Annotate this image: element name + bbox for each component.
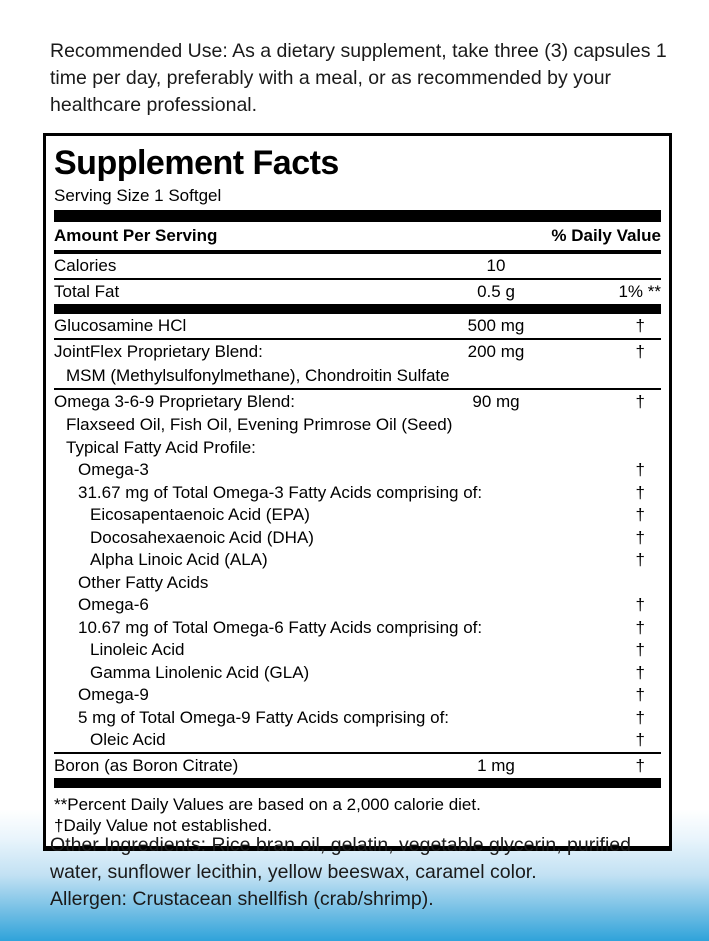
daily-value: † xyxy=(635,392,645,411)
nutrient-name: Alpha Linoic Acid (ALA) xyxy=(90,550,268,569)
footnote-line: †Daily Value not established. xyxy=(54,815,272,835)
allergen-text: Allergen: Crustacean shellfish (crab/shrimp). xyxy=(50,888,434,910)
table-row xyxy=(54,684,661,707)
other-ingredients-text: Other Ingredients: Rice bran oil, gelatin, vegetable glycerin, purified water, sunflower lecithin, yellow beeswax, caramel color. xyxy=(50,834,631,883)
daily-value: † xyxy=(635,527,645,547)
nutrient-amount: 10 xyxy=(486,256,506,275)
table-row xyxy=(54,314,661,338)
nutrient-amount: 200 mg xyxy=(467,342,525,361)
serving-size-text: Serving Size 1 Softgel xyxy=(54,186,222,205)
daily-value: † xyxy=(635,342,645,361)
nutrient-name: 10.67 mg of Total Omega-6 Fatty Acids comprising of: xyxy=(78,617,483,637)
table-row xyxy=(54,572,661,595)
table-row xyxy=(54,662,661,685)
daily-value: † xyxy=(635,550,645,569)
nutrient-name: Oleic Acid xyxy=(90,730,166,749)
nutrient-name: Omega-6 xyxy=(78,595,149,614)
nutrient-name: Omega-3 xyxy=(78,460,149,479)
nutrient-name: Other Fatty Acids xyxy=(78,572,209,592)
nutrient-name: Linoleic Acid xyxy=(90,640,185,659)
daily-value: † xyxy=(635,755,645,775)
table-row xyxy=(54,340,661,364)
daily-value: † xyxy=(635,640,645,659)
table-row xyxy=(54,364,661,388)
supplement-facts-title: Supplement Facts xyxy=(54,144,339,182)
nutrient-name: Omega 3-6-9 Proprietary Blend: xyxy=(54,392,295,411)
daily-value: † xyxy=(635,730,645,749)
nutrient-amount: 90 mg xyxy=(472,392,520,411)
nutrient-name: JointFlex Proprietary Blend: xyxy=(54,342,263,361)
nutrient-name: Glucosamine HCl xyxy=(54,316,187,335)
table-row xyxy=(54,729,661,752)
daily-value: † xyxy=(635,662,645,682)
table-row xyxy=(54,254,661,278)
table-row xyxy=(54,437,661,460)
footnotes xyxy=(54,788,661,838)
nutrient-amount: 1 mg xyxy=(477,755,515,775)
table-row xyxy=(54,504,661,527)
nutrient-name: Typical Fatty Acid Profile: xyxy=(66,437,256,457)
nutrient-name: Calories xyxy=(54,256,117,275)
nutrient-name: Gamma Linolenic Acid (GLA) xyxy=(90,662,310,682)
table-row xyxy=(54,617,661,640)
table-row xyxy=(54,482,661,505)
table-row xyxy=(54,594,661,617)
table-row xyxy=(54,390,661,414)
nutrient-name: Flaxseed Oil, Fish Oil, Evening Primrose Oil (Seed) xyxy=(66,415,453,434)
nutrient-name: 5 mg of Total Omega-9 Fatty Acids comprising of: xyxy=(78,707,450,727)
nutrient-name: Boron (as Boron Citrate) xyxy=(54,755,239,775)
daily-value: † xyxy=(635,460,645,479)
table-row xyxy=(54,707,661,730)
nutrient-name: Eicosapentaenoic Acid (EPA) xyxy=(90,505,310,524)
section-divider-bar xyxy=(54,304,661,314)
table-row xyxy=(54,459,661,482)
nutrient-name: Omega-9 xyxy=(78,685,149,704)
footnote-line: **Percent Daily Values are based on a 2,000 calorie diet. xyxy=(54,794,481,814)
supplement-rows xyxy=(54,254,661,788)
daily-value: † xyxy=(635,482,645,502)
supplement-facts-panel xyxy=(43,133,672,851)
nutrient-name: Total Fat xyxy=(54,282,120,301)
nutrient-name: MSM (Methylsulfonylmethane), Chondroitin Sulfate xyxy=(66,366,450,385)
section-divider-bar xyxy=(54,778,661,788)
nutrient-amount: 500 mg xyxy=(467,316,525,335)
daily-value: † xyxy=(635,316,645,335)
bottom-ingredients-text xyxy=(50,832,670,913)
daily-value: † xyxy=(635,707,645,727)
table-header-row xyxy=(54,222,661,250)
amount-per-serving-header: Amount Per Serving xyxy=(54,226,218,245)
daily-value: † xyxy=(635,617,645,637)
table-row xyxy=(54,414,661,437)
recommended-use-text: Recommended Use: As a dietary supplement, take three (3) capsules 1 time per day, preferably with a meal, or as recommended by your healthcare professional. xyxy=(50,40,667,116)
nutrient-name: 31.67 mg of Total Omega-3 Fatty Acids comprising of: xyxy=(78,482,483,502)
daily-value: † xyxy=(635,685,645,704)
daily-value: 1% ** xyxy=(618,282,661,301)
table-row xyxy=(54,527,661,550)
daily-value: † xyxy=(635,595,645,614)
table-row xyxy=(54,639,661,662)
thick-divider-bar xyxy=(54,210,661,222)
table-row xyxy=(54,549,661,572)
nutrient-name: Docosahexaenoic Acid (DHA) xyxy=(90,527,314,547)
daily-value: † xyxy=(635,505,645,524)
daily-value-header: % Daily Value xyxy=(551,226,661,245)
nutrient-amount: 0.5 g xyxy=(477,282,515,301)
table-row xyxy=(54,280,661,304)
table-row xyxy=(54,754,661,778)
